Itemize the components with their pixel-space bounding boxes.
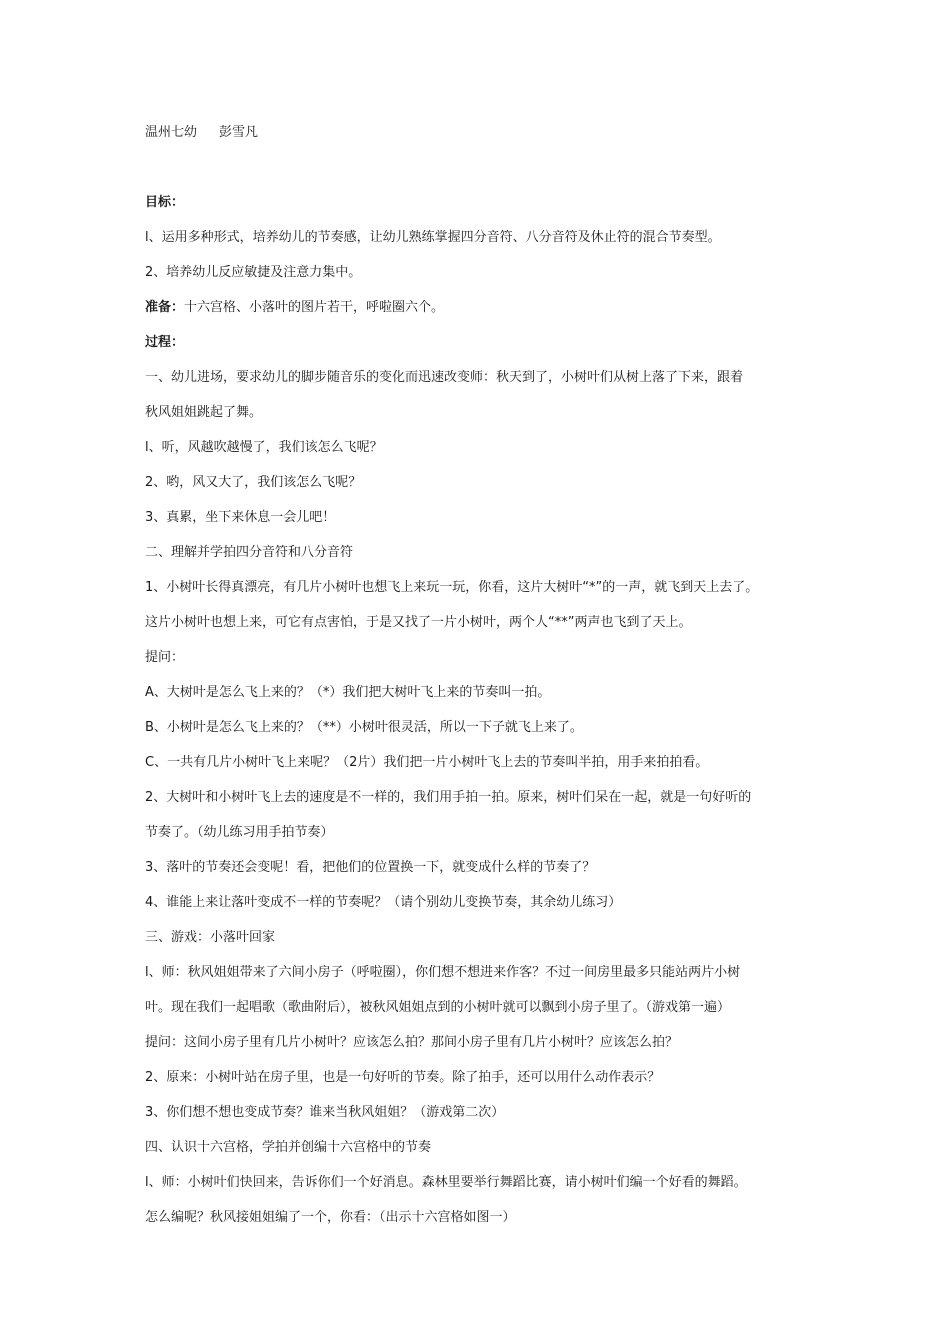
paragraph-line: 提问：	[145, 650, 185, 665]
paragraph-line: 2、原来：小树叶站在房子里，也是一句好听的节奏。除了拍手，还可以用什么动作表示？	[145, 1070, 661, 1085]
paragraph-line: A、大树叶是怎么飞上来的？（*）我们把大树叶飞上来的节奏叫一拍。	[145, 685, 551, 700]
paragraph-line: 3、落叶的节奏还会变呢！看，把他们的位置换一下，就变成什么样的节奏了？	[145, 860, 596, 875]
paragraph-line: 怎么编呢？秋风接姐姐编了一个，你看：（出示十六宫格如图一）	[145, 1210, 516, 1225]
paragraph-line: 1、小树叶长得真漂亮，有几片小树叶也想飞上来玩一玩，你看，这片大树叶“*”的一声，就飞到天上去了。	[145, 580, 759, 595]
author-name: 彭雪凡	[219, 125, 259, 140]
paragraph-line: 2、大树叶和小树叶飞上去的速度是不一样的，我们用手拍一拍。原来，树叶们呆在一起，就是一句好听的	[145, 790, 752, 805]
paragraph-line: 叶。现在我们一起唱歌（歌曲附后），被秋风姐姐点到的小树叶就可以飘到小房子里了。（游戏第一遍）	[145, 1000, 731, 1015]
paragraph-line: 这片小树叶也想上来，可它有点害怕，于是又找了一片小树叶，两个人“**”两声也飞到了天上。	[145, 615, 692, 630]
paragraph-line: 一、幼儿进场，要求幼儿的脚步随音乐的变化而迅速改变师：秋天到了，小树叶们从树上落了下来，跟着	[145, 370, 744, 385]
paragraph-line	[145, 300, 815, 316]
section-heading-preparation: 准备：	[145, 300, 185, 315]
section-heading-process: 过程：	[145, 335, 185, 350]
paragraph-line: l、运用多种形式，培养幼儿的节奏感，让幼儿熟练掌握四分音符、八分音符及休止符的混合节奏型。	[145, 230, 721, 245]
school-name: 温州七幼	[145, 125, 198, 140]
paragraph-line: C、一共有几片小树叶飞上来呢？（2片）我们把一片小树叶飞上去的节奏叫半拍，用手来拍拍看。	[145, 755, 709, 770]
header-line	[145, 125, 815, 141]
paragraph-line: 3、你们想不想也变成节奏？谁来当秋风姐姐？（游戏第二次）	[145, 1105, 505, 1120]
paragraph-line: l、师：秋风姐姐带来了六间小房子（呼啦圈），你们想不想进来作客？不过一间房里最多只能站两片小树	[145, 965, 741, 980]
paragraph-line: 秋风姐姐跳起了舞。	[145, 405, 263, 420]
paragraph-line: 二、理解并学拍四分音符和八分音符	[145, 545, 354, 560]
paragraph-line: l、师：小树叶们快回来，告诉你们一个好消息。森林里要举行舞蹈比赛，请小树叶们编一个好看的舞蹈。	[145, 1175, 747, 1190]
paragraph-line: 3、真累，坐下来休息一会儿吧！	[145, 510, 336, 525]
paragraph-line: l、听，风越吹越慢了，我们该怎么飞呢？	[145, 440, 383, 455]
section-heading-goals: 目标：	[145, 195, 185, 210]
paragraph-line: 提问：这间小房子里有几片小树叶？应该怎么拍？那间小房子里有几片小树叶？应该怎么拍？	[145, 1035, 679, 1050]
preparation-text: 十六宫格、小落叶的图片若干，呼啦圈六个。	[184, 300, 445, 315]
paragraph-line: 4、谁能上来让落叶变成不一样的节奏呢？（请个别幼儿变换节奏，其余幼儿练习）	[145, 895, 622, 910]
paragraph-line: 2、培养幼儿反应敏捷及注意力集中。	[145, 265, 362, 280]
paragraph-line: 2、哟，风又大了，我们该怎么飞呢？	[145, 475, 362, 490]
paragraph-line: B、小树叶是怎么飞上来的？（**）小树叶很灵活，所以一下子就飞上来了。	[145, 720, 583, 735]
paragraph-line: 节奏了。（幼儿练习用手拍节奏）	[145, 825, 334, 840]
paragraph-line: 四、认识十六宫格，学拍并创编十六宫格中的节奏	[145, 1140, 432, 1155]
paragraph-line: 三、游戏：小落叶回家	[145, 930, 276, 945]
